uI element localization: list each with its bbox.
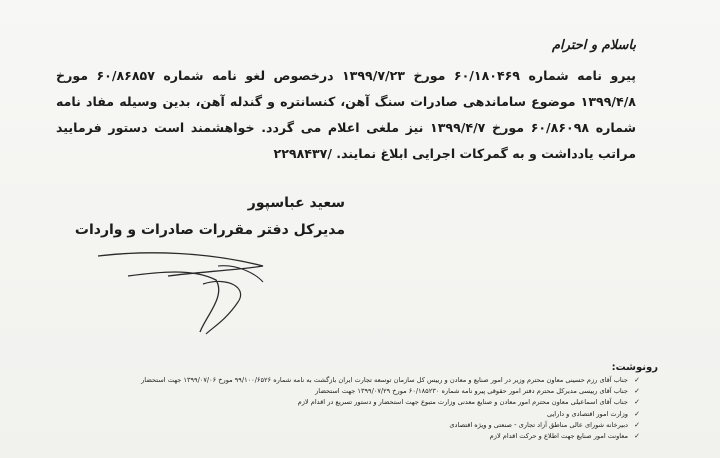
signer-title: مدیرکل دفتر مقررات صادرات و واردات xyxy=(74,222,345,238)
cc-item-text: جناب آقای رییسی مدیرکل محترم دفتر امور حقوقی پیرو نامه شماره ۶۰/۱۸۵۲۳۰ مورخ ۱۳۹۹/۰۷/۲۹ جهت استحضار xyxy=(315,387,628,396)
body-line-3: شماره ۶۰/۸۶۰۹۸ مورخ ۱۳۹۹/۴/۷ نیز ملغی اعلام می گردد. خواهشمند است دستور فرمایید xyxy=(56,120,636,135)
greeting: باسلام و احترام xyxy=(551,38,636,53)
cc-item-text: معاونت امور صنایع جهت اطلاع و حرکت اقدام لازم xyxy=(489,431,628,440)
cc-item xyxy=(80,420,640,431)
cc-item-text: جناب آقای رزم حسینی معاون محترم وزیر در امور صنایع و معادن و رییس کل سازمان توسعه تجارت ایران بازگشت به نامه شماره ۹۹/۱۰۰/۶۵۲۶ مورخ ۱۳۹۹/۰۷/۰۶ جهت استحضار xyxy=(141,376,628,384)
cc-item-text: دبیرخانه شورای عالی مناطق آزاد تجاری - صنعتی و ویژه اقتصادی xyxy=(449,420,628,429)
cc-heading: رونوشت: xyxy=(611,362,658,373)
cc-item-text: وزارت امور اقتصادی و دارایی xyxy=(546,409,628,418)
cc-item-text: جناب آقای اسماعیلی معاون محترم امور معادن و صنایع معدنی وزارت متبوع جهت استحضار و دستور تسریع در اقدام لازم xyxy=(297,398,628,407)
check-icon: ✓ xyxy=(634,409,640,418)
cc-item xyxy=(80,397,640,408)
check-icon: ✓ xyxy=(634,398,640,407)
body-line-4: مراتب یادداشت و به گمرکات اجرایی ابلاغ نمایند. /۲۲۹۸۴۳۷ xyxy=(273,146,636,161)
check-icon: ✓ xyxy=(634,431,640,440)
cc-item xyxy=(80,409,640,420)
check-icon: ✓ xyxy=(634,376,640,384)
check-icon: ✓ xyxy=(634,420,640,429)
body-line-2: ۱۳۹۹/۴/۸ موضوع ساماندهی صادرات سنگ آهن، کنسانتره و گندله آهن، بدین وسیله مفاد نامه xyxy=(56,94,636,109)
handwritten-signature xyxy=(88,236,348,346)
cc-list xyxy=(80,375,640,442)
check-icon: ✓ xyxy=(634,387,640,396)
cc-item xyxy=(80,431,640,442)
signer-name: سعید عباسپور xyxy=(247,195,345,211)
cc-item xyxy=(80,375,640,386)
body-line-1: پیرو نامه شماره ۶۰/۱۸۰۴۶۹ مورخ ۱۳۹۹/۷/۲۳ درخصوص لغو نامه شماره ۶۰/۸۶۸۵۷ مورخ xyxy=(56,68,636,83)
cc-item xyxy=(80,386,640,397)
